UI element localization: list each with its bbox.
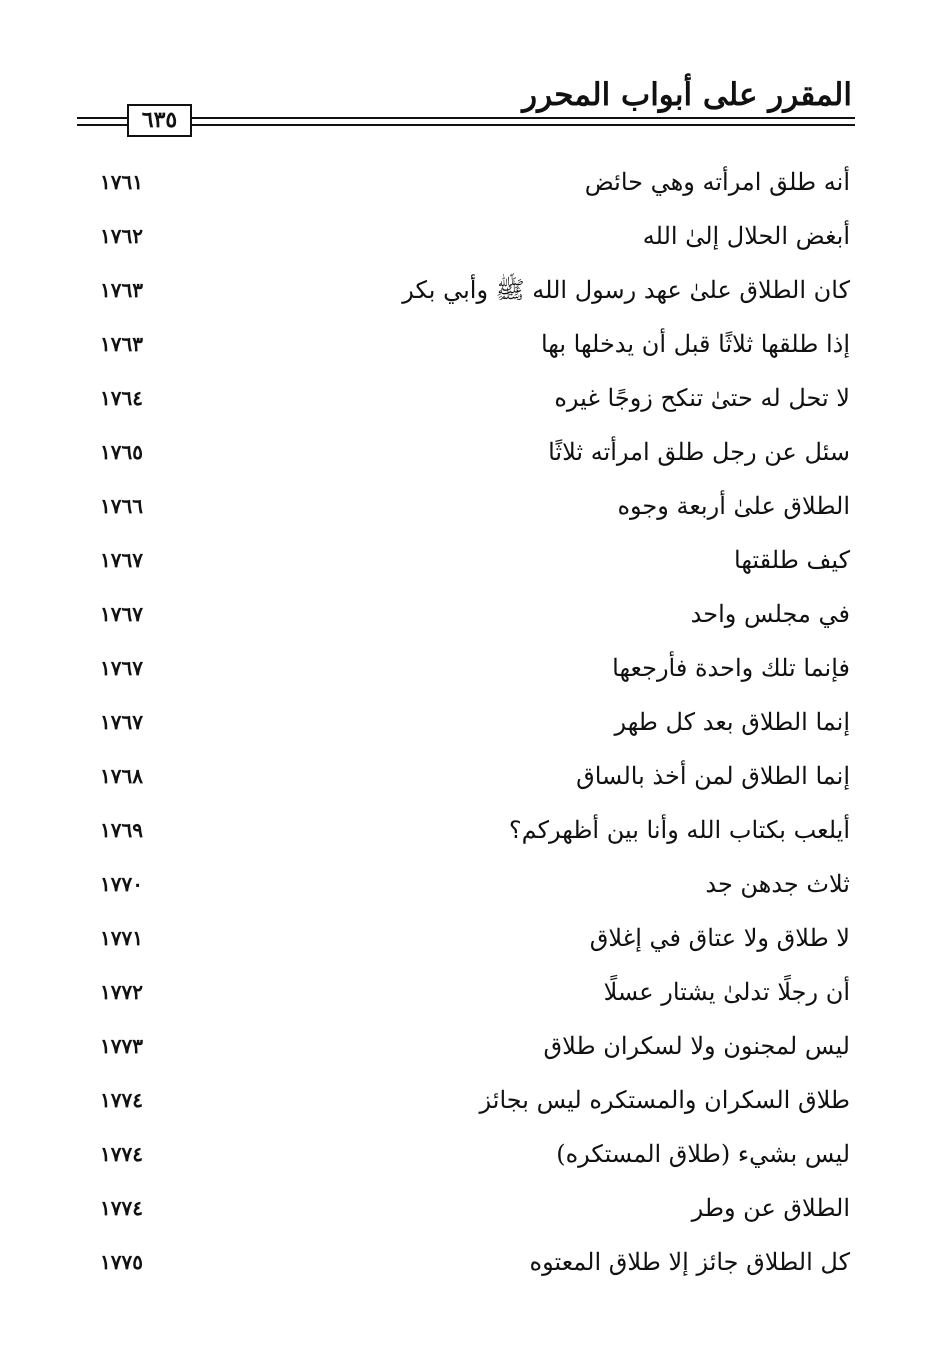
entry-number: ١٧٧٠	[100, 872, 143, 896]
entry-text: كيف طلقتها	[734, 546, 850, 574]
index-entry	[90, 644, 850, 698]
entry-number: ١٧٧٣	[100, 1034, 143, 1058]
index-entry	[90, 806, 850, 860]
header-rule-left-upper	[77, 117, 127, 119]
book-title: المقرر على أبواب المحرر	[522, 77, 852, 113]
index-entry	[90, 590, 850, 644]
entry-text: لا تحل له حتىٰ تنكح زوجًا غيره	[554, 384, 850, 412]
index-entry	[90, 374, 850, 428]
entry-text: سئل عن رجل طلق امرأته ثلاثًا	[548, 438, 850, 466]
entry-text: ليس لمجنون ولا لسكران طلاق	[543, 1032, 850, 1060]
index-entry	[90, 158, 850, 212]
entry-text: إذا طلقها ثلاثًا قبل أن يدخلها بها	[540, 330, 850, 358]
entry-text: فإنما تلك واحدة فأرجعها	[612, 654, 850, 682]
entry-number: ١٧٧٢	[100, 980, 143, 1004]
entry-number: ١٧٦٦	[100, 494, 143, 518]
entry-text: كل الطلاق جائز إلا طلاق المعتوه	[529, 1248, 850, 1276]
index-entry	[90, 428, 850, 482]
entry-text: ثلاث جدهن جد	[705, 870, 850, 898]
header-rule-lower	[192, 124, 855, 126]
entry-number: ١٧٦١	[100, 170, 143, 194]
entry-number: ١٧٦٥	[100, 440, 143, 464]
index-entry	[90, 266, 850, 320]
entry-text: إنما الطلاق لمن أخذ بالساق	[576, 762, 850, 790]
entry-text: في مجلس واحد	[690, 600, 850, 628]
entry-text: الطلاق علىٰ أربعة وجوه	[617, 492, 850, 520]
entry-number: ١٧٦٧	[100, 710, 143, 734]
entry-text: طلاق السكران والمستكره ليس بجائز	[479, 1086, 850, 1114]
index-list	[90, 158, 850, 1292]
index-entry	[90, 536, 850, 590]
entry-number: ١٧٧١	[100, 926, 143, 950]
index-entry	[90, 1130, 850, 1184]
index-entry	[90, 914, 850, 968]
entry-text: ليس بشيء (طلاق المستكره)	[556, 1140, 850, 1168]
entry-text: الطلاق عن وطر	[691, 1194, 850, 1222]
page-number: ٦٣٥	[127, 104, 192, 137]
index-entry	[90, 212, 850, 266]
entry-number: ١٧٦٤	[100, 386, 143, 410]
index-entry	[90, 1184, 850, 1238]
header-rule-upper	[192, 117, 855, 119]
entry-text: أيلعب بكتاب الله وأنا بين أظهركم؟	[508, 816, 850, 844]
entry-text: كان الطلاق علىٰ عهد رسول الله ﷺ وأبي بكر	[402, 276, 850, 304]
entry-number: ١٧٦٧	[100, 656, 143, 680]
entry-text: أبغض الحلال إلىٰ الله	[642, 222, 850, 250]
entry-number: ١٧٧٥	[100, 1250, 143, 1274]
entry-text: أن رجلًا تدلىٰ يشتار عسلًا	[603, 978, 850, 1006]
entry-number: ١٧٦٧	[100, 548, 143, 572]
header-rule-left-lower	[77, 124, 127, 126]
entry-number: ١٧٦٨	[100, 764, 143, 788]
index-entry	[90, 1076, 850, 1130]
index-entry	[90, 698, 850, 752]
index-entry	[90, 752, 850, 806]
index-entry	[90, 1022, 850, 1076]
entry-text: أنه طلق امرأته وهي حائض	[584, 168, 850, 196]
entry-number: ١٧٦٣	[100, 278, 143, 302]
entry-number: ١٧٦٩	[100, 818, 143, 842]
index-entry	[90, 320, 850, 374]
entry-number: ١٧٦٣	[100, 332, 143, 356]
index-entry	[90, 482, 850, 536]
entry-number: ١٧٦٢	[100, 224, 143, 248]
entry-number: ١٧٧٤	[100, 1142, 143, 1166]
entry-number: ١٧٧٤	[100, 1088, 143, 1112]
index-entry	[90, 968, 850, 1022]
entry-text: إنما الطلاق بعد كل طهر	[614, 708, 850, 736]
entry-text: لا طلاق ولا عتاق في إغلاق	[589, 924, 850, 952]
index-entry	[90, 860, 850, 914]
entry-number: ١٧٧٤	[100, 1196, 143, 1220]
index-entry	[90, 1238, 850, 1292]
entry-number: ١٧٦٧	[100, 602, 143, 626]
